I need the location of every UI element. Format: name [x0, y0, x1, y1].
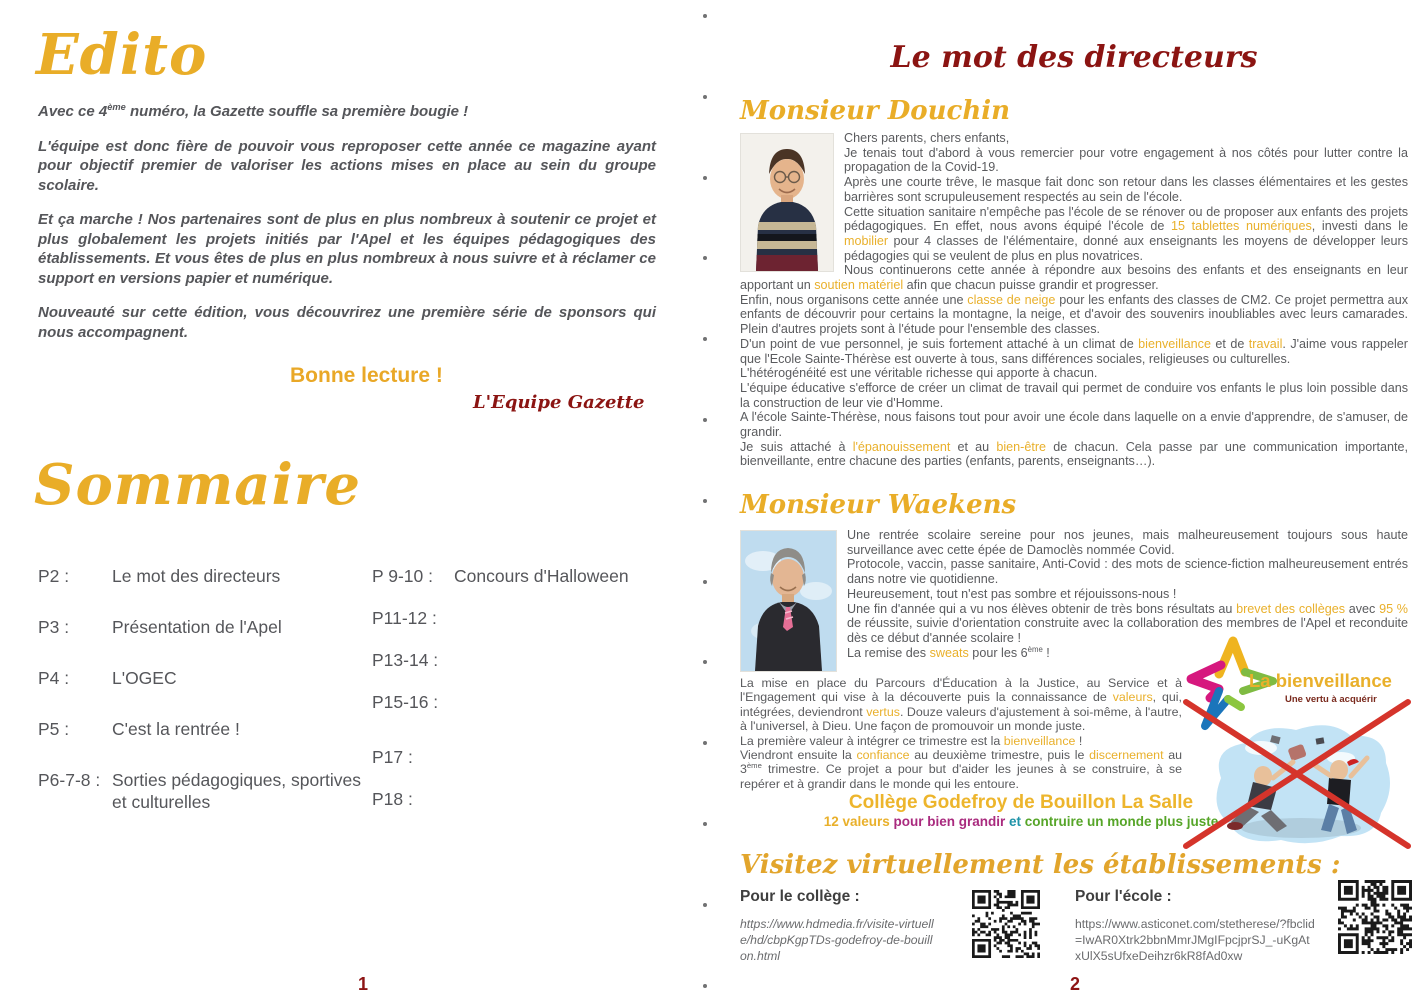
page-number-left: 1 — [358, 974, 369, 994]
toc-page-ref: P5 : — [38, 719, 70, 739]
toc-entry — [38, 616, 368, 638]
college-visit-url[interactable]: https://www.hdmedia.fr/visite-virtuelle/hd/cbpKgpTDs-godefroy-de-bouillon.html — [740, 917, 934, 963]
toc-page-ref: P6-7-8 : — [38, 770, 101, 790]
directors-title: Le mot des directeurs — [890, 40, 1258, 75]
toc-entry — [372, 565, 672, 587]
college-name: Collège Godefroy de Bouillon La Salle — [848, 792, 1194, 813]
toc-page-ref: P13-14 : — [372, 650, 439, 670]
toc-page-ref: P2 : — [38, 566, 70, 586]
toc-entry — [372, 691, 672, 713]
waekens-heading: Monsieur Waekens — [740, 490, 1017, 520]
college-visit-label: Pour le collège : — [740, 888, 860, 905]
toc-label — [454, 649, 672, 671]
ecole-visit-label: Pour l'école : — [1075, 888, 1172, 905]
bienveillance-subtitle: Une vertu à acquérir — [1285, 694, 1377, 705]
toc-page-ref: P 9-10 : — [372, 566, 433, 586]
toc-column-right — [372, 565, 672, 830]
toc-entry — [372, 788, 672, 810]
ecole-visit-url[interactable]: https://www.asticonet.com/stetherese/?fbclid=IwAR0Xtrk2bbnMmrJMgIFpcjprSJ_-uKgAtxUlX5sUfxeDeihzr6kR8fAd0xw — [1075, 917, 1315, 963]
toc-page-ref: P17 : — [372, 747, 413, 767]
douchin-text: Chers parents, chers enfants, Je tenais tout d'abord à vous remercier pour votre engagement à nos côtés pour lutter contre la propagation de la Covid-19. Après une courte trêve, le masque fait donc son retour dans les classes élémentaires et les gestes barrières sont scrupuleusement respectés au sein de l'école. Cette situation sanitaire n'empêche pas l'école de se rénover ou de proposer aux enfants des projets pédagogiques. En effet, nous avons équipé l'école de 15 tablettes numériques, investi dans le mobilier pour 4 classes de l'élémentaire, donné aux enseignants les moyens de développer leurs pédagogies qui se veulent de plus en plus novatrices. Nous continuerons cette année à répondre aux besoins des enfants et des enseignants en leur apportant un soutien matériel afin que chacun puisse grandir et progresser. Enfin, nous organisons cette année une classe de neige pour les enfants des classes de CM2. Ce projet permettra aux enfants de découvrir pour certains la montagne, la neige, et d'avoir des souvenirs inoubliables avec leurs camarades. Plein d'autres projets sont à l'étude pour l'ensemble des classes. D'un point de vue personnel, je suis fortement attaché à un climat de bienveillance et de travail. J'aime vous rappeler que l'Ecole Sainte-Thérèse est ouverte à tous, sans différences sociales, religieuses ou culturelles. L'hétérogénéité est une véritable richesse qui apporte à chacun. L'équipe éducative s'efforce de créer un climat de travail qui permet de conduire vos enfants le plus loin possible dans la construction de leur vie d'Homme. A l'école Sainte-Thérèse, nous faisons tout pour avoir une école dans laquelle on a envie d'apprendre, de s'amuser, de grandir. Je suis attaché à l'épanouissement et au bien-être de chacun. Cela passe par une communication importante, bienveillante, entre chacune des parties (enfants, parents, enseignants…). — [740, 131, 1408, 469]
toc-label: Sorties pédagogiques, sportives et culturelles — [112, 770, 362, 812]
douchin-section — [740, 131, 1408, 469]
college-qr-code — [972, 890, 1040, 958]
bienveillance-title: La bienveillance — [1249, 670, 1392, 691]
toc-label — [454, 607, 672, 629]
parcours-text: La mise en place du Parcours d'Éducation à la Justice, au Service et à l'Engagement qui vise à la découverte puis la connaissance de valeurs, qui, intégrées, deviendront vertus. Douze valeurs d'ajustement à soi-même, à l'autre, à l'universel, à Dieu. Une façon de promouvoir un monde juste. La première valeur à intégrer ce trimestre est la bienveillance ! Viendront ensuite la confiance au deuxième trimestre, puis le discernement au 3ème trimestre. Ce projet a pour but d'aider les jeunes à se construire, à se repérer et à grandir dans le monde qui les entoure. — [740, 676, 1182, 791]
waekens-text: Une rentrée scolaire sereine pour nos jeunes, mais malheureusement toujours sous haute surveillance avec cette épée de Damoclès nommée Covid. Protocole, vaccin, passe sanitaire, Anti-Covid : des mots de science-fiction malheureusement entrés dans notre vie quotidienne. Heureusement, tout n'est pas sombre et réjouissons-nous ! Une fin d'année qui a vu nos élèves obtenir de très bons résultats au brevet des collèges avec 95 % de réussite, suivie d'orientation construite avec la collaboration des membres de l'Apel et reconduite dès ce début d'année scolaire ! La remise des sweats pour les 6ème ! — [847, 528, 1408, 660]
toc-label — [454, 691, 672, 713]
toc-label — [454, 788, 672, 810]
toc-page-ref: P11-12 : — [372, 608, 437, 628]
edito-title: Edito — [36, 22, 208, 88]
toc-entry — [38, 667, 368, 689]
toc-entry — [372, 746, 672, 768]
equipe-gazette-signature: L'Equipe Gazette — [473, 392, 645, 413]
douchin-photo — [740, 133, 834, 272]
toc-column-left — [38, 565, 368, 842]
toc-page-ref: P4 : — [38, 668, 70, 688]
toc-entry — [38, 769, 368, 813]
toc-page-ref: P3 : — [38, 617, 70, 637]
toc-entry — [372, 607, 672, 629]
edito-body: Avec ce 4ème numéro, la Gazette souffle sa première bougie ! L'équipe est donc fière de pouvoir vous reproposer cette année ce magazine ayant pour objectif premier de valoriser les actions mises en place au sein du groupe scolaire. Et ça marche ! Nos partenaires sont de plus en plus nombreux à soutenir ce projet et plus globalement les projets initiés par l'Apel et les équipes pédagogiques des établissements. Et vous êtes de plus en plus nombreux à nous suivre et à réclamer ce support en versions papier et numérique. Nouveauté sur cette édition, vous découvrirez une première série de sponsors qui nous accompagnent. — [38, 102, 656, 341]
toc-page-ref: P18 : — [372, 789, 413, 809]
college-tagline: 12 valeurs pour bien grandir et contruire un monde plus juste — [823, 814, 1219, 829]
red-cross-icon — [1183, 632, 1411, 850]
bienveillance-graphic — [1183, 632, 1411, 850]
sommaire-title: Sommaire — [34, 452, 361, 518]
toc-label: Concours d'Halloween — [454, 566, 629, 586]
toc-label: L'OGEC — [112, 668, 177, 688]
douchin-heading: Monsieur Douchin — [740, 96, 1011, 126]
waekens-photo — [740, 530, 837, 672]
toc-page-ref: P15-16 : — [372, 692, 439, 712]
toc-entry — [38, 718, 368, 740]
ecole-qr-code — [1338, 880, 1412, 954]
bonne-lecture-text: Bonne lecture ! — [290, 364, 443, 387]
toc-entry — [372, 649, 672, 671]
page-fold-dots — [701, 0, 709, 1000]
toc-label: Présentation de l'Apel — [112, 617, 282, 637]
page-number-right: 2 — [1070, 974, 1081, 994]
toc-label: Le mot des directeurs — [112, 566, 281, 586]
toc-entry — [38, 565, 368, 587]
visitez-title: Visitez virtuellement les établissements : — [740, 850, 1341, 880]
toc-label: C'est la rentrée ! — [112, 719, 240, 739]
toc-label — [454, 746, 672, 768]
